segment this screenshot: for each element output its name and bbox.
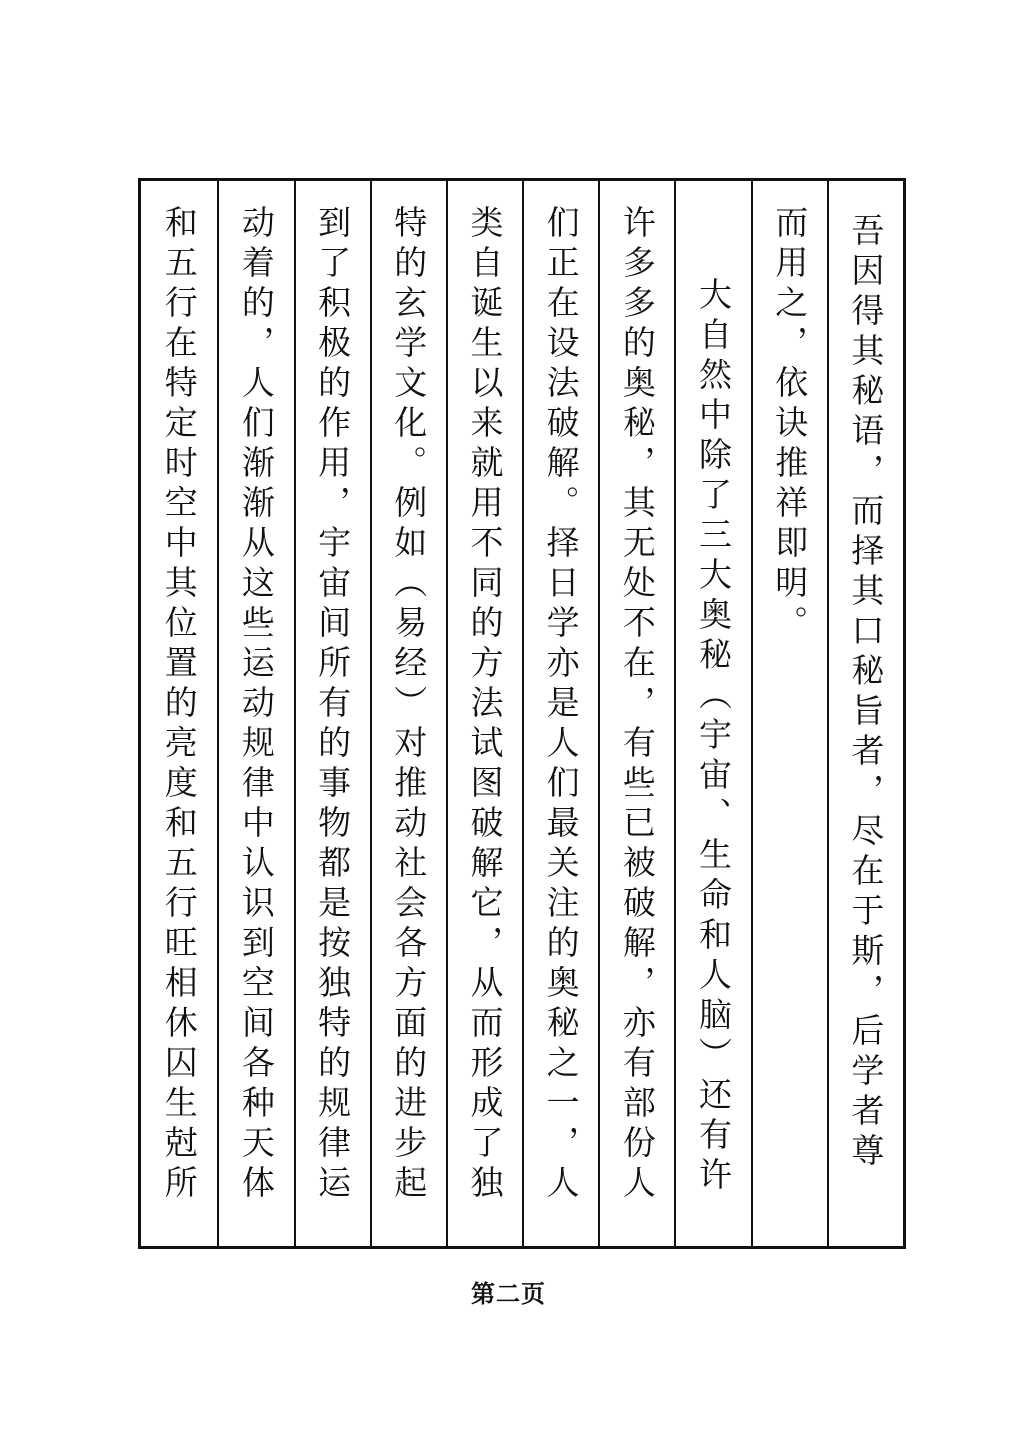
text-column-9 [217,181,293,1246]
text-column-3 [674,181,750,1246]
text-column-5 [522,181,598,1246]
text-column-2 [751,181,827,1246]
page-number: 第二页 [471,1279,546,1308]
text-column-1 [827,181,903,1246]
column-text: 到了积极的作用，宇宙间所有的事物都是按独特的规律运 [313,205,353,1205]
text-column-6 [446,181,522,1246]
text-frame [138,178,906,1249]
text-column-8 [294,181,370,1246]
column-text: 大自然中除了三大奥秘（宇宙、生命和人脑）还有许 [694,277,734,1197]
column-text: 类自诞生以来就用不同的方法试图破解它，从而形成了独 [465,205,505,1205]
column-text: 动着的，人们渐渐从这些运动规律中认识到空间各种天体 [236,205,276,1205]
column-text: 们正在设法破解。择日学亦是人们最关注的奥秘之一，人 [541,205,581,1205]
text-column-4 [598,181,674,1246]
column-text: 特的玄学文化。例如（易经）对推动社会各方面的进步起 [389,205,429,1205]
column-text: 和五行在特定时空中其位置的亮度和五行旺相休囚生尅所 [159,205,199,1205]
text-column-10 [141,181,217,1246]
text-column-7 [370,181,446,1246]
column-text: 吾因得其秘语，而择其口秘旨者，尽在于斯，后学者尊 [846,213,886,1173]
column-text: 而用之，依诀推祥即明。 [770,205,810,645]
column-text: 许多多的奥秘，其无处不在，有些已被破解，亦有部份人 [617,205,657,1205]
